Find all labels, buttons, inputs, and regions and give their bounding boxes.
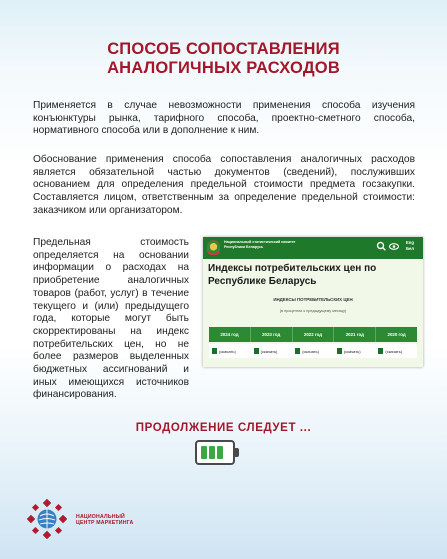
- download-link-2024[interactable]: [209, 344, 251, 358]
- language-switch[interactable]: [406, 240, 414, 251]
- download-link-2020[interactable]: [375, 344, 417, 358]
- document-icon: [212, 348, 217, 354]
- title-line-2: АНАЛОГИЧНЫХ РАСХОДОВ: [107, 59, 340, 77]
- website-body: [203, 259, 423, 367]
- lang-bel[interactable]: Бел: [406, 245, 414, 251]
- paragraph-application: Применяется в случае невозможности применения способа изучения конъюнктуры рынка, тарифного способа, проектно-сметного способа, нормативного способа или в дополнение к ним.: [33, 100, 415, 137]
- logo-line-2: ЦЕНТР МАРКЕТИНГА: [76, 520, 134, 527]
- search-icon: [376, 241, 400, 252]
- download-row: [209, 344, 417, 358]
- download-label[interactable]: (скачать): [343, 348, 361, 354]
- battery-bar-3: [217, 446, 223, 459]
- year-2023: 2023 год: [251, 327, 293, 342]
- download-label[interactable]: (скачать): [260, 348, 278, 354]
- paragraph-justification: Обоснование применения способа сопоставления аналогичных расходов является обязательной частью документов (сведений), послуживших основанием для определения предельной стоимости предмета госзакупки. Составляется лицом, ответственным за определение предельной стоимости: заказчиком или организатором.: [33, 154, 415, 216]
- battery-body: [195, 440, 235, 465]
- battery-icon: [195, 440, 241, 465]
- paragraph-max-cost: Предельная стоимость определяется на основании информации о расходах на приобретение аналогичных товаров (работ, услуг) в течение текущего и (или) предыдущего года, которые могут быть скорректированы на индекс потребительских цен, но не более размеров выделенных бюджетных ассигнований и иных имеющихся источников финансирования.: [33, 237, 189, 401]
- continuation-label: ПРОДОЛЖЕНИЕ СЛЕДУЕТ ...: [135, 422, 312, 434]
- download-label[interactable]: (скачать): [385, 348, 403, 354]
- battery-bar-1: [201, 446, 207, 459]
- logo-line-1: НАЦИОНАЛЬНЫЙ: [76, 514, 125, 520]
- eye-icon: [390, 244, 399, 250]
- website-heading: Индексы потребительских цен по Республике Беларусь: [208, 263, 377, 287]
- table-subtitle: (в процентах к предыдущему месяцу): [279, 309, 347, 313]
- table-title: ИНДЕКСЫ ПОТРЕБИТЕЛЬСКИХ ЦЕН: [273, 297, 353, 302]
- org-name: Национальный статистический комитет Республики Беларусь: [224, 240, 296, 249]
- emblem-icon: [207, 240, 220, 255]
- download-label[interactable]: (скачать): [302, 348, 319, 354]
- download-link-2022[interactable]: [292, 344, 334, 358]
- title-line-1: СПОСОБ СОПОСТАВЛЕНИЯ: [107, 40, 340, 58]
- year-2024: 2024 год: [209, 327, 251, 342]
- page-title: [0, 40, 447, 78]
- year-header-row: [209, 327, 417, 342]
- download-label[interactable]: (скачать): [219, 348, 236, 354]
- year-2020: 2020 год: [387, 332, 406, 337]
- website-header: [203, 237, 423, 259]
- logo-text: [76, 514, 166, 527]
- header-icons: [376, 241, 400, 255]
- document-icon: [295, 348, 300, 354]
- document-icon: [378, 348, 383, 354]
- battery-tip: [235, 448, 239, 457]
- document-icon: [254, 348, 259, 354]
- belstat-website-screenshot: [203, 237, 423, 367]
- battery-bar-2: [209, 446, 215, 459]
- document-icon: [337, 348, 342, 354]
- national-marketing-center-logo-icon: [27, 499, 67, 539]
- download-link-2023[interactable]: [251, 344, 293, 358]
- year-2022: 2022 год: [293, 327, 335, 342]
- year-2021: 2021 год: [334, 327, 376, 342]
- download-link-2021[interactable]: [334, 344, 376, 358]
- lang-eng[interactable]: Eng: [406, 240, 414, 245]
